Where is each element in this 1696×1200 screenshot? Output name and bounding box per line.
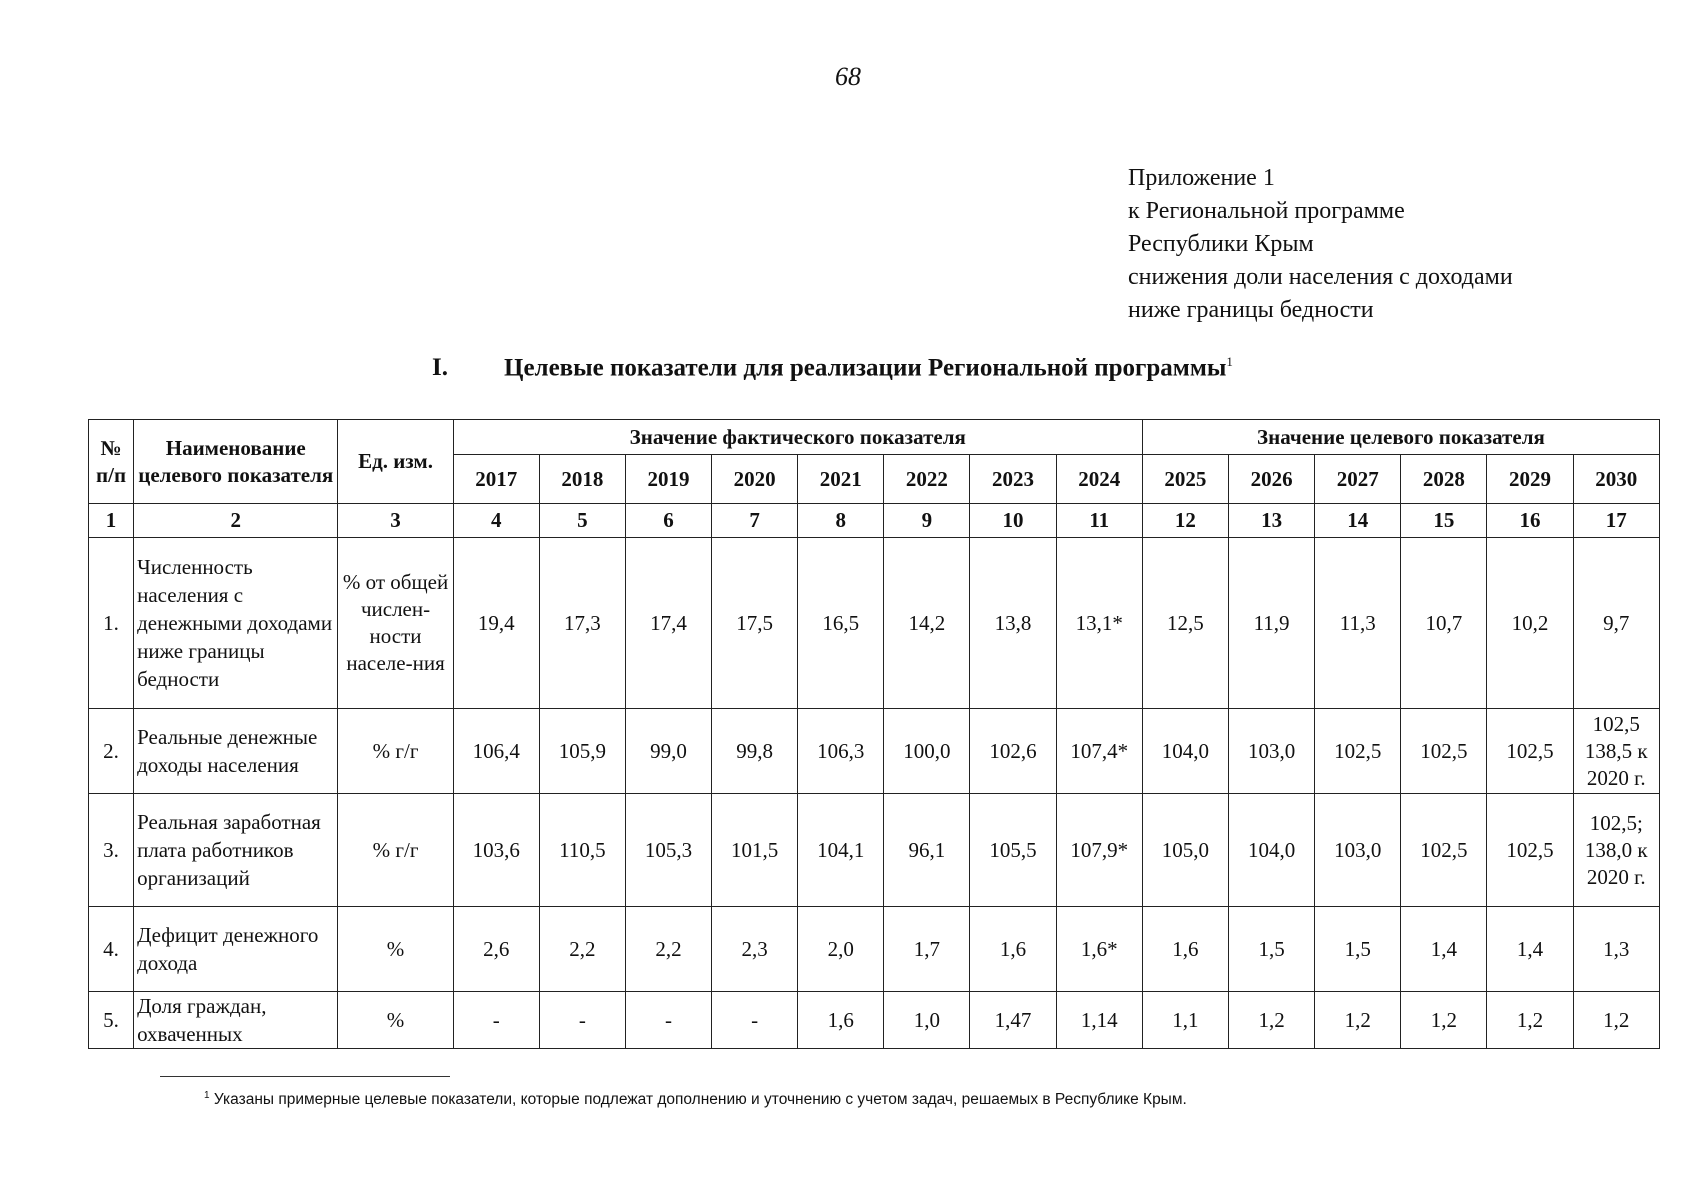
appendix-line: снижения доли населения с доходами	[1128, 264, 1513, 290]
unit-cell: % г/г	[338, 709, 453, 794]
footnote	[204, 1090, 1187, 1109]
footnote-mark: 1	[204, 1090, 210, 1101]
header-year: 2017	[453, 455, 539, 504]
value-cell: 1,2	[1229, 992, 1315, 1049]
header-num: № п/п	[89, 420, 134, 504]
header-unit: Ед. изм.	[338, 420, 453, 504]
value-cell: 1,5	[1315, 907, 1401, 992]
column-number: 1	[89, 504, 134, 538]
value-cell: 105,0	[1142, 794, 1228, 907]
value-cell: 104,1	[798, 794, 884, 907]
value-cell: 1,4	[1401, 907, 1487, 992]
value-cell: 2,2	[625, 907, 711, 992]
value-cell: 102,5	[1401, 709, 1487, 794]
header-year: 2026	[1229, 455, 1315, 504]
value-cell: 104,0	[1229, 794, 1315, 907]
header-year: 2024	[1056, 455, 1142, 504]
footnote-reference: 1	[1226, 354, 1233, 369]
value-cell: -	[712, 992, 798, 1049]
value-cell: 19,4	[453, 538, 539, 709]
value-cell: 99,8	[712, 709, 798, 794]
value-cell: 1,14	[1056, 992, 1142, 1049]
column-number: 14	[1315, 504, 1401, 538]
value-cell: 1,2	[1487, 992, 1573, 1049]
value-cell: 9,7	[1573, 538, 1659, 709]
column-number: 4	[453, 504, 539, 538]
column-number: 6	[625, 504, 711, 538]
value-cell: 10,7	[1401, 538, 1487, 709]
indicator-name: Реальная заработная плата работников организаций	[134, 794, 338, 907]
footnote-divider	[160, 1076, 450, 1077]
row-number: 2.	[89, 709, 134, 794]
column-number: 13	[1229, 504, 1315, 538]
value-cell: 107,4*	[1056, 709, 1142, 794]
appendix-line: ниже границы бедности	[1128, 297, 1374, 323]
value-cell: 102,5	[1315, 709, 1401, 794]
value-cell: 1,6*	[1056, 907, 1142, 992]
value-cell: -	[625, 992, 711, 1049]
value-cell: 103,6	[453, 794, 539, 907]
indicators-table	[88, 419, 1660, 1049]
column-number: 10	[970, 504, 1056, 538]
value-cell: 1,1	[1142, 992, 1228, 1049]
table-row	[89, 907, 1660, 992]
value-cell: -	[453, 992, 539, 1049]
column-number: 11	[1056, 504, 1142, 538]
header-year: 2027	[1315, 455, 1401, 504]
value-cell: 16,5	[798, 538, 884, 709]
table-row	[89, 992, 1660, 1049]
row-number: 3.	[89, 794, 134, 907]
column-number: 12	[1142, 504, 1228, 538]
header-year: 2030	[1573, 455, 1659, 504]
row-number: 1.	[89, 538, 134, 709]
indicator-name: Численность населения с денежными доходами ниже границы бедности	[134, 538, 338, 709]
indicator-name: Доля граждан, охваченных	[134, 992, 338, 1049]
page-number: 68	[835, 62, 861, 91]
footnote-text: Указаны примерные целевые показатели, которые подлежат дополнению и уточнению с учетом задач, решаемых в Республике Крым.	[213, 1091, 1187, 1109]
appendix-line: к Региональной программе	[1128, 198, 1405, 224]
appendix-line: Республики Крым	[1128, 231, 1314, 257]
value-cell: 102,5	[1487, 794, 1573, 907]
value-cell: 13,8	[970, 538, 1056, 709]
header-year: 2021	[798, 455, 884, 504]
table-row	[89, 538, 1660, 709]
value-cell: 106,4	[453, 709, 539, 794]
header-actual-group: Значение фактического показателя	[453, 420, 1142, 455]
row-number: 5.	[89, 992, 134, 1049]
value-cell: 1,4	[1487, 907, 1573, 992]
value-cell: 105,9	[539, 709, 625, 794]
column-number: 8	[798, 504, 884, 538]
header-name: Наименование целевого показателя	[134, 420, 338, 504]
column-number: 3	[338, 504, 453, 538]
table-row	[89, 794, 1660, 907]
value-cell: 1,5	[1229, 907, 1315, 992]
value-cell: 10,2	[1487, 538, 1573, 709]
header-year: 2029	[1487, 455, 1573, 504]
value-cell: 107,9*	[1056, 794, 1142, 907]
value-cell: 102,6	[970, 709, 1056, 794]
value-cell: 1,2	[1315, 992, 1401, 1049]
header-year: 2020	[712, 455, 798, 504]
value-cell: 104,0	[1142, 709, 1228, 794]
value-cell: 2,2	[539, 907, 625, 992]
value-cell: 2,0	[798, 907, 884, 992]
value-cell: 12,5	[1142, 538, 1228, 709]
column-number: 5	[539, 504, 625, 538]
column-number: 17	[1573, 504, 1659, 538]
value-cell: 2,3	[712, 907, 798, 992]
column-number: 15	[1401, 504, 1487, 538]
value-cell: 1,6	[1142, 907, 1228, 992]
appendix-note	[1128, 162, 1513, 327]
value-cell: 103,0	[1315, 794, 1401, 907]
value-cell: 96,1	[884, 794, 970, 907]
value-cell: 11,9	[1229, 538, 1315, 709]
value-cell: 17,5	[712, 538, 798, 709]
value-cell: 1,47	[970, 992, 1056, 1049]
value-cell: 1,7	[884, 907, 970, 992]
value-cell: 2,6	[453, 907, 539, 992]
unit-cell: % г/г	[338, 794, 453, 907]
value-cell: 1,0	[884, 992, 970, 1049]
value-cell: 101,5	[712, 794, 798, 907]
column-number: 9	[884, 504, 970, 538]
indicator-name: Реальные денежные доходы населения	[134, 709, 338, 794]
value-cell: 102,5 138,5 к 2020 г.	[1573, 709, 1659, 794]
value-cell: 1,2	[1573, 992, 1659, 1049]
section-title-text: Целевые показатели для реализации Региональной программы	[504, 354, 1227, 382]
value-cell: 1,6	[798, 992, 884, 1049]
column-number: 2	[134, 504, 338, 538]
value-cell: 14,2	[884, 538, 970, 709]
value-cell: 99,0	[625, 709, 711, 794]
value-cell: 102,5; 138,0 к 2020 г.	[1573, 794, 1659, 907]
value-cell: 13,1*	[1056, 538, 1142, 709]
unit-cell: % от общей числен-ности населе-ния	[338, 538, 453, 709]
value-cell: 11,3	[1315, 538, 1401, 709]
header-year: 2019	[625, 455, 711, 504]
header-year: 2028	[1401, 455, 1487, 504]
value-cell: 102,5	[1487, 709, 1573, 794]
value-cell: 17,4	[625, 538, 711, 709]
indicator-name: Дефицит денежного дохода	[134, 907, 338, 992]
section-number: I.	[432, 354, 448, 382]
table-row	[89, 709, 1660, 794]
header-target-group: Значение целевого показателя	[1142, 420, 1659, 455]
unit-cell: %	[338, 992, 453, 1049]
value-cell: 1,2	[1401, 992, 1487, 1049]
value-cell: 17,3	[539, 538, 625, 709]
appendix-line: Приложение 1	[1128, 165, 1275, 191]
value-cell: 102,5	[1401, 794, 1487, 907]
section-title	[432, 354, 1233, 382]
value-cell: 103,0	[1229, 709, 1315, 794]
header-year: 2025	[1142, 455, 1228, 504]
value-cell: 105,3	[625, 794, 711, 907]
column-number: 16	[1487, 504, 1573, 538]
header-year: 2023	[970, 455, 1056, 504]
value-cell: 105,5	[970, 794, 1056, 907]
value-cell: 110,5	[539, 794, 625, 907]
row-number: 4.	[89, 907, 134, 992]
value-cell: 100,0	[884, 709, 970, 794]
header-year: 2018	[539, 455, 625, 504]
header-year: 2022	[884, 455, 970, 504]
unit-cell: %	[338, 907, 453, 992]
value-cell: -	[539, 992, 625, 1049]
value-cell: 1,3	[1573, 907, 1659, 992]
value-cell: 1,6	[970, 907, 1056, 992]
value-cell: 106,3	[798, 709, 884, 794]
column-number: 7	[712, 504, 798, 538]
